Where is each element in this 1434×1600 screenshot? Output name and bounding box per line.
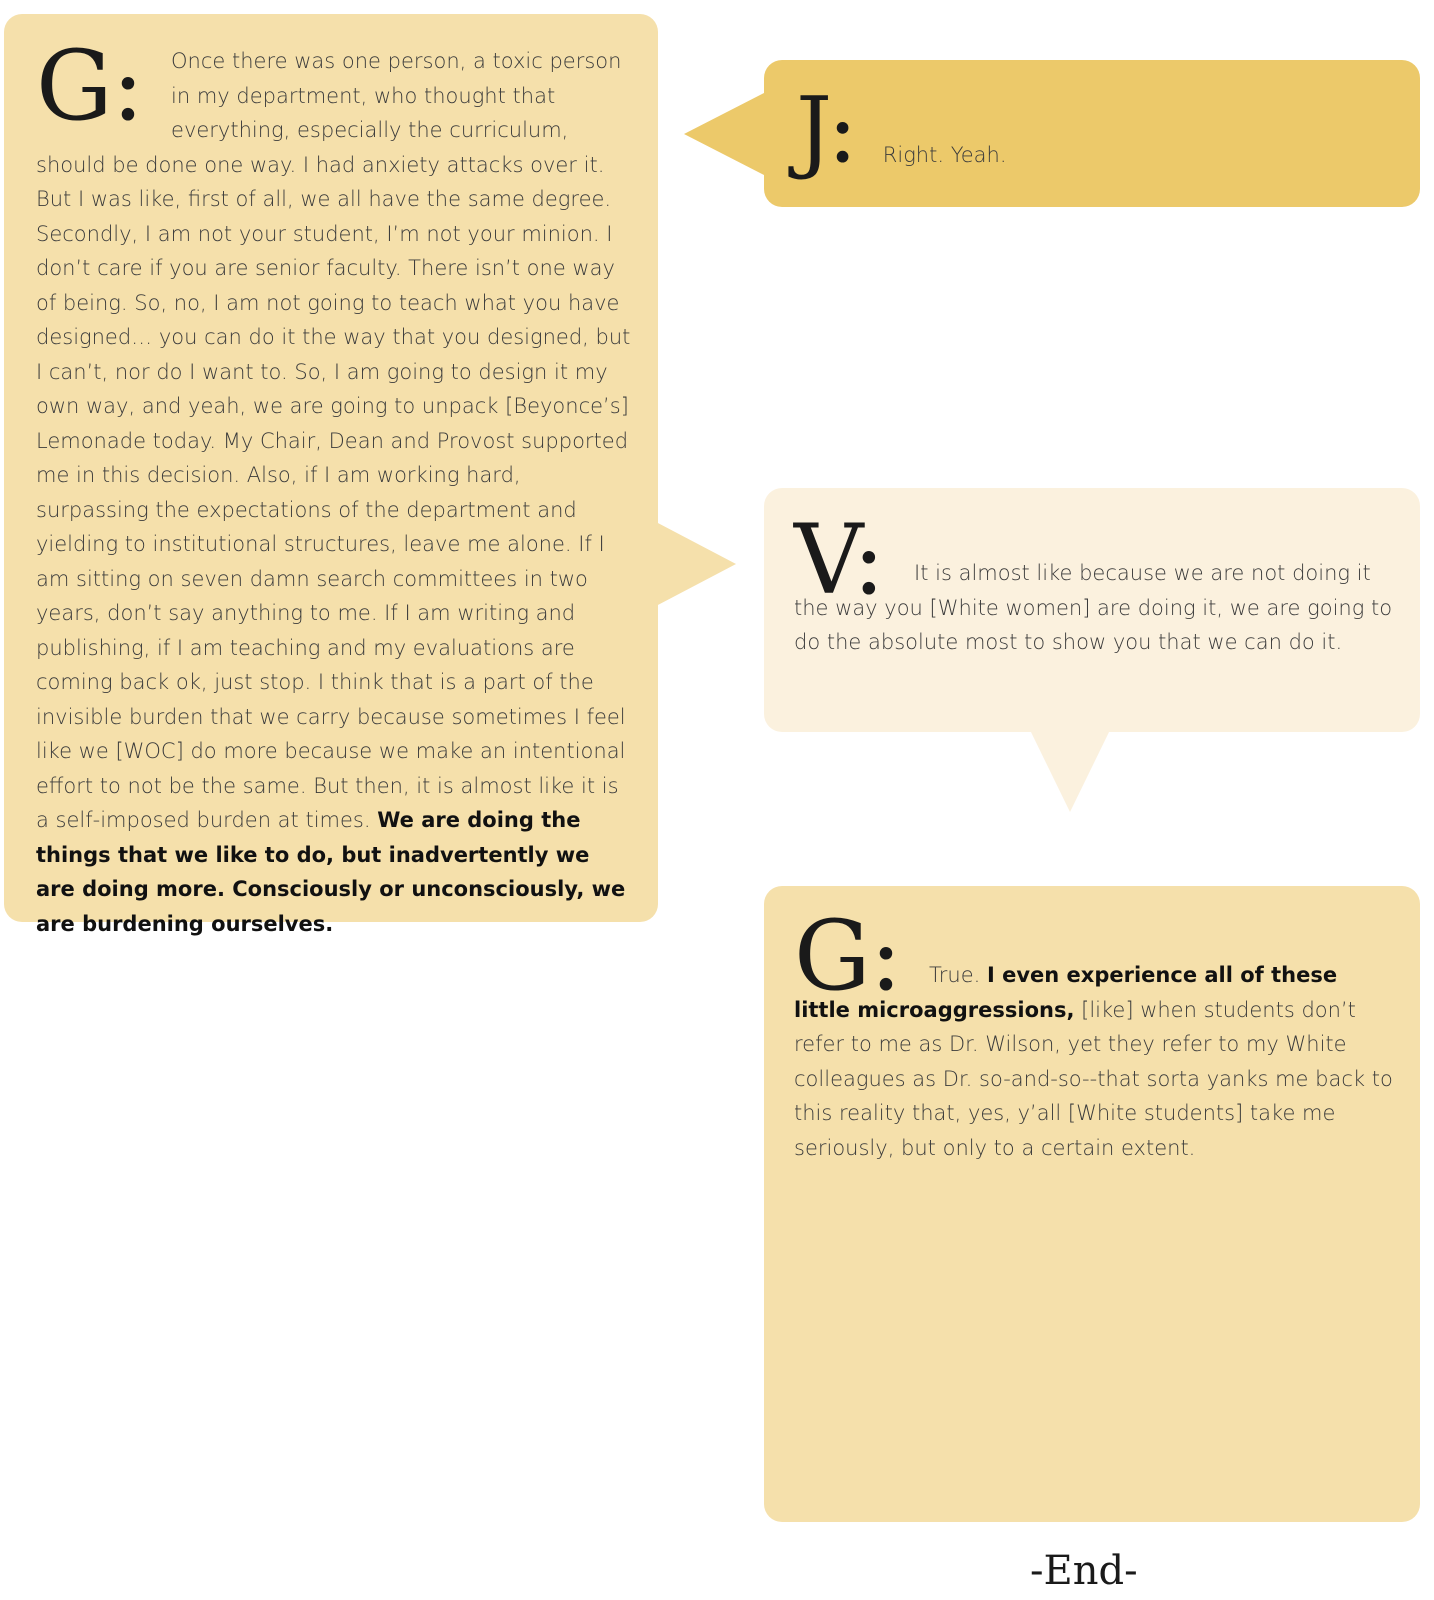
- bubble-v-tail: [1030, 730, 1110, 812]
- speech-bubble-v: [764, 488, 1420, 732]
- speech-bubble-g-second: [764, 886, 1420, 1522]
- speaker-label-j: J:: [796, 78, 857, 183]
- speech-bubble-j: [764, 60, 1420, 207]
- bubble-text: It is almost like because we are not doing it the way you [White women] are doing it, we are going to do the absolute most to show you that we can do it.: [794, 561, 1393, 654]
- speaker-label-g: G:: [36, 30, 144, 142]
- speaker-label-v: V:: [794, 504, 885, 616]
- speech-bubble-g-first: [4, 14, 658, 936]
- speaker-label-g: G:: [794, 900, 902, 1012]
- bubble-text-regular: True.: [929, 963, 981, 987]
- end-label: -End-: [1030, 1548, 1138, 1594]
- bubble-text: Right. Yeah.: [882, 143, 1007, 167]
- bubble-j-tail: [684, 92, 766, 176]
- bubble-g1-tail: [656, 522, 736, 606]
- bubble-text: [36, 44, 634, 941]
- bubble-text-regular: [like] when students don’t refer to me as Dr. Wilson, yet they refer to my White colleagues as Dr. so-and-so--that sorta yanks me back to this reality that, yes, y’all [White students] take me seriously, but only to a certain extent.: [794, 997, 1393, 1160]
- bubble-text-bold: I even experience all of these little microaggressions,: [794, 963, 1338, 1022]
- bubble-text-bold: We are doing the things that we like to do, but inadvertently we are doing more. Consciously or unconsciously, we are burdening ourselves.: [36, 808, 626, 936]
- bubble-text-regular: Once there was one person, a toxic person in my department, who thought that everything, especially the curriculum, should be done one way. I had anxiety attacks over it. But I was like, first of all, we all have the same degree. Secondly, I am not your student, I’m not your minion. I don’t care if you are senior faculty. There isn’t one way of being. So, no, I am not going to teach what you have designed… you can do it the way that you designed, but I can’t, nor do I want to. So, I am going to design it my own way, and yeah, we are going to unpack [Beyonce’s] Lemonade today. My Chair, Dean and Provost supported me in this decision. Also, if I am working hard, surpassing the expectations of the department and yielding to institutional structures, leave me alone. If I am sitting on seven damn search committees in two years, don’t say anything to me. If I am writing and publishing, if I am teaching and my evaluations are coming back ok, just stop. I think that is a part of the invisible burden that we carry because sometimes I feel like we [WOC] do more because we make an intentional effort to not be the same. But then, it is almost like it is a self-imposed burden at times.: [36, 49, 631, 832]
